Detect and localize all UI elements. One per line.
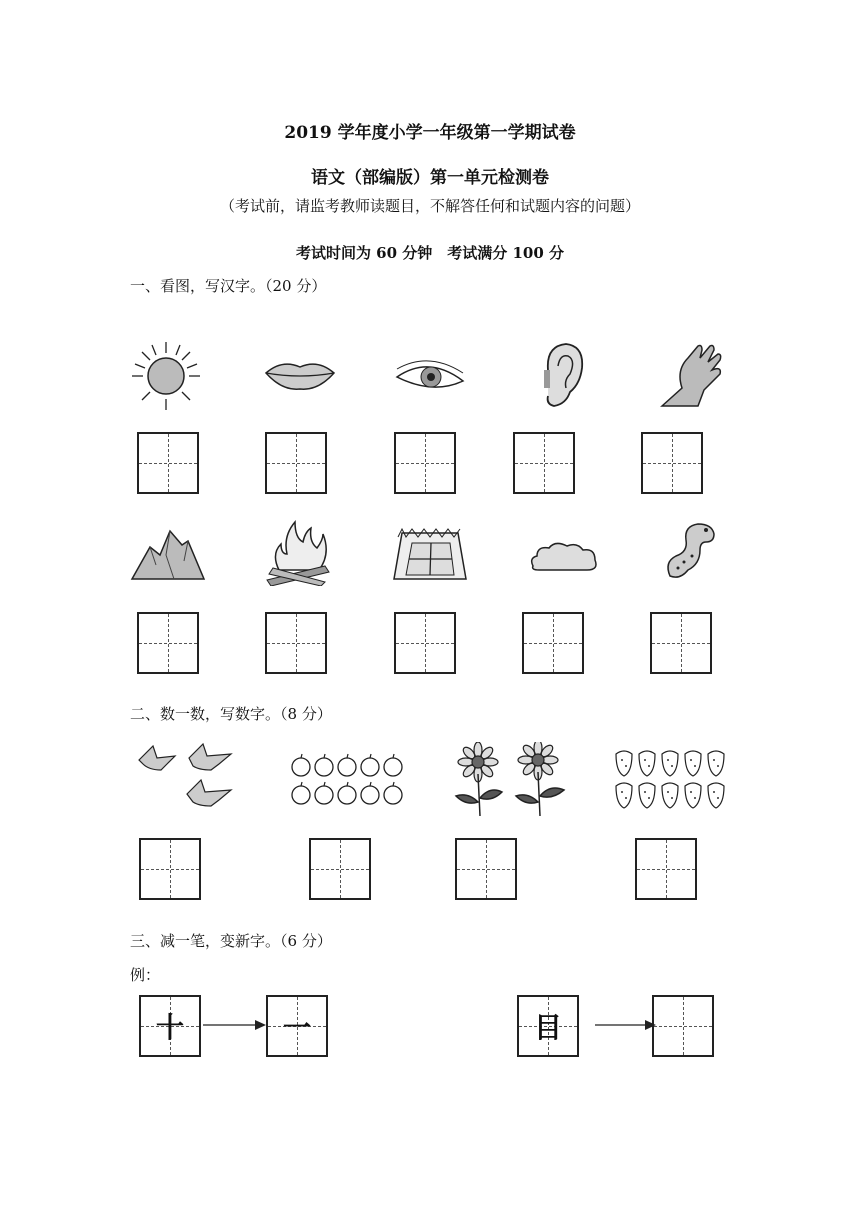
answer-grid[interactable] [650,612,712,674]
example-label: 例： [130,966,161,984]
question-source-grid [517,995,579,1057]
worm-icon [660,518,726,584]
exam-notice: （考试前，请监考教师读题目，不解答任何和试题内容的问题） [219,197,640,215]
example-source-grid [139,995,201,1057]
exam-subtitle: 语文（部编版）第一单元检测卷 [311,168,549,188]
answer-grid[interactable] [309,838,371,900]
ear-icon [538,340,588,410]
answer-grid[interactable] [265,432,327,494]
answer-grid[interactable] [513,432,575,494]
bird-icon [135,742,235,818]
answer-grid[interactable] [139,838,201,900]
arrow-right-icon [595,1018,657,1032]
apple-icon [290,752,408,808]
mountain-icon [130,525,206,583]
example-result-grid [266,995,328,1057]
answer-grid[interactable] [455,838,517,900]
answer-grid[interactable] [635,838,697,900]
section-3-label: 三、减一笔，变新字。（6 分） [130,932,332,950]
answer-grid[interactable] [394,612,456,674]
sun-icon [128,338,204,414]
answer-grid[interactable] [137,432,199,494]
answer-grid[interactable] [137,612,199,674]
section-2-label: 二、数一数，写数字。（8 分） [130,705,332,723]
arrow-right-icon [203,1018,267,1032]
answer-grid[interactable] [522,612,584,674]
answer-grid[interactable] [265,612,327,674]
flower-icon [450,742,570,818]
hand-icon [658,340,726,410]
fire-icon [265,518,331,586]
answer-grid[interactable] [641,432,703,494]
strawberry-icon [612,746,732,812]
answer-grid[interactable] [652,995,714,1057]
answer-grid[interactable] [394,432,456,494]
mouth-icon [262,355,338,395]
section-1-label: 一、看图，写汉字。（20 分） [130,277,327,295]
eye-icon [393,355,467,397]
page-title: 2019 学年度小学一年级第一学期试卷 [284,123,576,143]
time-info: 考试时间为 60 分钟 考试满分 100 分 [295,244,565,262]
field-icon [392,525,468,581]
example-source-char: 十 [155,1011,184,1044]
cloud-icon [527,540,599,574]
example-result-char: 一 [282,1011,311,1044]
question-source-char: 目 [533,1011,562,1044]
